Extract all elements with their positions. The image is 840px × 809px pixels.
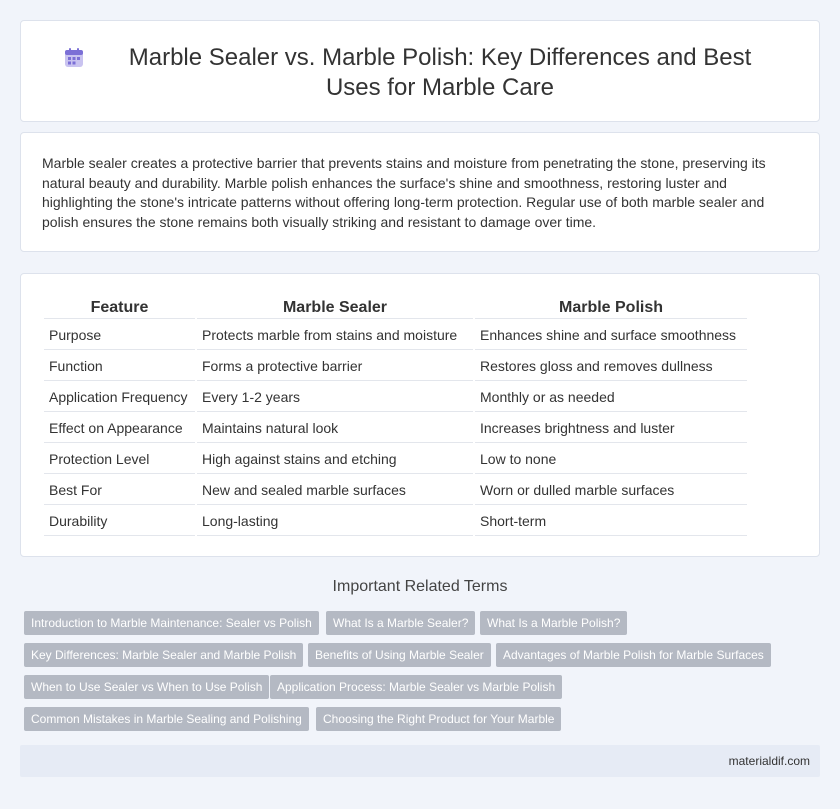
table-cell: Effect on Appearance <box>44 414 195 443</box>
table-cell: High against stains and etching <box>197 445 473 474</box>
table-row <box>44 414 747 443</box>
table-row <box>44 383 747 412</box>
table-cell: Best For <box>44 476 195 505</box>
related-terms-title: Important Related Terms <box>332 578 508 595</box>
table-cell: Protection Level <box>44 445 195 474</box>
comparison-table <box>42 296 749 538</box>
related-term-tag[interactable]: Application Process: Marble Sealer vs Marble Polish <box>270 675 562 699</box>
table-cell: Long-lasting <box>197 507 473 536</box>
related-term-tag[interactable]: Common Mistakes in Marble Sealing and Polishing <box>24 707 309 731</box>
related-term-tag[interactable]: Benefits of Using Marble Sealer <box>308 643 491 667</box>
table-cell: Worn or dulled marble surfaces <box>475 476 747 505</box>
table-row <box>44 445 747 474</box>
column-header: Marble Sealer <box>197 298 473 319</box>
table-row <box>44 321 747 350</box>
table-row <box>44 352 747 381</box>
comparison-card <box>20 273 820 557</box>
related-term-tag[interactable]: What Is a Marble Sealer? <box>326 611 475 635</box>
table-cell: Purpose <box>44 321 195 350</box>
table-cell: Short-term <box>475 507 747 536</box>
table-row <box>44 476 747 505</box>
table-cell: Protects marble from stains and moisture <box>197 321 473 350</box>
table-cell: Restores gloss and removes dullness <box>475 352 747 381</box>
footer <box>20 745 820 777</box>
related-term-tag[interactable]: When to Use Sealer vs When to Use Polish <box>24 675 269 699</box>
page-title-text: Marble Sealer vs. Marble Polish: Key Differences and Best Uses for Marble Care <box>128 44 752 101</box>
related-term-tag[interactable]: What Is a Marble Polish? <box>480 611 627 635</box>
table-cell: Durability <box>44 507 195 536</box>
page-title <box>21 43 819 103</box>
footer-site-link[interactable]: materialdif.com <box>728 754 810 768</box>
column-header: Marble Polish <box>475 298 747 319</box>
table-cell: Forms a protective barrier <box>197 352 473 381</box>
table-cell: Maintains natural look <box>197 414 473 443</box>
related-term-tag[interactable]: Introduction to Marble Maintenance: Sealer vs Polish <box>24 611 319 635</box>
intro-text: Marble sealer creates a protective barrier that prevents stains and moisture from penetrating the stone, preserving its natural beauty and durability. Marble polish enhances the surface's shine and smoothness, restoring luster and highlighting the stone's intricate patterns without offering long-term protection. Regular use of both marble sealer and polish ensures the stone remains both visually striking and resistant to damage over time. <box>42 155 766 230</box>
related-term-tag[interactable]: Choosing the Right Product for Your Marble <box>316 707 561 731</box>
title-card <box>20 20 820 122</box>
table-cell: Application Frequency <box>44 383 195 412</box>
intro-card <box>20 132 820 252</box>
related-term-tag[interactable]: Advantages of Marble Polish for Marble Surfaces <box>496 643 771 667</box>
table-cell: Low to none <box>475 445 747 474</box>
table-cell: Function <box>44 352 195 381</box>
related-term-tag[interactable]: Key Differences: Marble Sealer and Marble Polish <box>24 643 303 667</box>
table-row <box>44 507 747 536</box>
table-cell: Enhances shine and surface smoothness <box>475 321 747 350</box>
table-cell: New and sealed marble surfaces <box>197 476 473 505</box>
table-cell: Increases brightness and luster <box>475 414 747 443</box>
table-header-row <box>44 298 747 319</box>
table-cell: Monthly or as needed <box>475 383 747 412</box>
table-cell: Every 1-2 years <box>197 383 473 412</box>
column-header: Feature <box>44 298 195 319</box>
